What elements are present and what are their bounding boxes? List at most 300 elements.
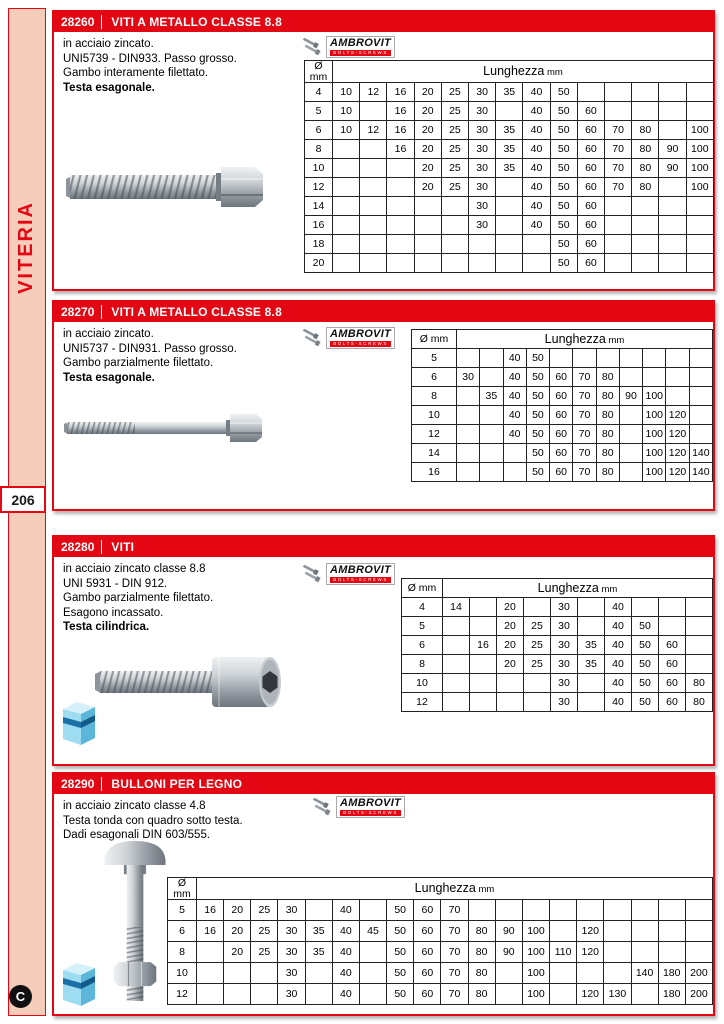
length-cell: 50 [550,235,577,254]
length-cell: 25 [441,178,468,197]
length-cell: 120 [666,406,689,425]
length-cell: 60 [577,216,604,235]
length-cell [631,921,658,942]
brand-box [326,563,395,585]
length-cell [632,83,659,102]
length-cell: 80 [632,159,659,178]
length-cell: 16 [387,140,414,159]
length-cell [685,900,712,921]
length-cell [659,83,686,102]
length-cell: 70 [605,159,632,178]
length-cell [469,254,496,273]
diameter-cell: 12 [305,178,333,197]
length-cell: 12 [360,83,387,102]
length-cell: 20 [497,598,524,617]
length-cell [495,900,522,921]
length-cell [443,693,470,712]
length-cell: 120 [666,444,689,463]
length-cell [470,617,497,636]
length-cell: 60 [550,368,573,387]
length-cell: 90 [659,159,686,178]
length-cell [197,942,224,963]
size-table-grid [304,60,714,273]
size-row [305,254,714,273]
length-cell [686,655,713,674]
brand-tagline: BOLTS-SCREWS [330,341,391,347]
length-cell [457,406,480,425]
length-cell [573,349,596,368]
size-row [402,693,713,712]
length-cell: 80 [468,963,495,984]
length-cell [686,636,713,655]
length-cell: 90 [495,921,522,942]
size-table-grid [167,877,713,1005]
size-row [402,617,713,636]
length-cell: 40 [503,406,526,425]
length-cell: 140 [689,444,712,463]
length-cell: 40 [332,942,359,963]
length-cell [495,963,522,984]
length-cell: 60 [550,406,573,425]
length-cell: 40 [605,636,632,655]
length-cell: 35 [496,121,523,140]
length-cell [480,349,503,368]
length-cell: 30 [278,900,305,921]
length-cell: 60 [550,463,573,482]
size-row [305,216,714,235]
length-cell [632,102,659,121]
length-cell: 60 [414,921,441,942]
product-section-28280 [52,535,715,766]
length-cell [387,197,414,216]
section-header [54,774,713,794]
brand-tagline: BOLTS-SCREWS [330,577,391,583]
length-cell [496,197,523,216]
length-cell [441,197,468,216]
length-cell: 50 [632,674,659,693]
length-cell: 25 [524,636,551,655]
length-cell: 35 [480,387,503,406]
section-header [54,12,713,32]
length-cell [689,368,712,387]
length-cell: 90 [619,387,642,406]
length-header: Lunghezza mm [457,330,713,349]
length-cell [632,254,659,273]
length-cell [686,216,713,235]
length-cell [333,140,360,159]
ambrovit-logo [300,327,395,349]
length-cell: 80 [632,140,659,159]
length-cell: 40 [523,216,550,235]
ambrovit-logo [300,36,395,58]
length-cell [523,254,550,273]
photo-socket-head-screw [92,645,292,725]
length-cell [619,425,642,444]
length-cell [578,617,605,636]
length-cell: 25 [441,121,468,140]
size-row [168,963,713,984]
length-cell: 70 [441,900,468,921]
length-cell: 90 [495,942,522,963]
length-cell: 70 [605,178,632,197]
length-cell: 70 [605,140,632,159]
length-cell [457,463,480,482]
length-cell [659,235,686,254]
length-cell [632,598,659,617]
length-cell [333,235,360,254]
diameter-cell: 16 [412,463,457,482]
length-cell: 20 [414,140,441,159]
length-cell: 35 [305,942,332,963]
length-cell [469,235,496,254]
length-cell: 70 [573,425,596,444]
description-line: Dadi esagonali DIN 603/555. [63,829,211,841]
length-cell: 40 [332,900,359,921]
length-cell [305,963,332,984]
brand-box [336,796,405,818]
length-cell [619,406,642,425]
length-cell [305,900,332,921]
length-cell [550,963,577,984]
length-cell [686,598,713,617]
diameter-cell: 10 [412,406,457,425]
length-cell [496,102,523,121]
length-cell [686,197,713,216]
length-cell: 100 [686,178,713,197]
diameter-header: Ø mm [402,579,443,598]
product-title: VITI A METALLO CLASSE 8.8 [111,305,282,319]
length-cell: 70 [573,444,596,463]
diameter-header: Ø mm [168,878,197,900]
length-cell: 50 [550,197,577,216]
diameter-cell: 18 [305,235,333,254]
length-cell: 60 [414,963,441,984]
length-cell [658,900,685,921]
section-header [54,302,713,322]
length-cell [631,984,658,1005]
diameter-cell: 8 [168,942,197,963]
diameter-cell: 6 [168,921,197,942]
length-cell: 100 [522,984,549,1005]
length-cell [632,197,659,216]
size-row [305,178,714,197]
length-cell [480,463,503,482]
length-cell: 70 [573,463,596,482]
length-cell [604,963,631,984]
length-cell: 35 [496,159,523,178]
length-cell [443,636,470,655]
photo-hex-bolt-full-thread [64,148,269,231]
length-cell [468,900,495,921]
length-cell: 20 [414,159,441,178]
length-cell: 50 [387,900,414,921]
length-cell [333,197,360,216]
length-cell: 40 [503,349,526,368]
length-cell: 70 [441,963,468,984]
length-cell: 40 [523,197,550,216]
length-cell: 25 [441,83,468,102]
product-code: 28270 [61,305,95,319]
length-cell [333,216,360,235]
length-cell: 16 [387,83,414,102]
length-cell [503,463,526,482]
length-cell: 25 [251,942,278,963]
length-cell: 140 [631,963,658,984]
length-cell [685,921,712,942]
size-row [305,235,714,254]
size-row [412,368,713,387]
length-cell: 50 [526,463,549,482]
length-cell: 40 [523,140,550,159]
diameter-cell: 5 [402,617,443,636]
size-table-grid [411,329,713,482]
description-line-bold: Testa cilindrica. [63,621,150,633]
length-cell [251,984,278,1005]
length-cell: 70 [605,121,632,140]
product-section-28270 [52,300,715,511]
length-cell: 50 [550,102,577,121]
length-cell [360,235,387,254]
length-cell: 120 [577,984,604,1005]
length-cell [643,368,666,387]
length-cell: 20 [414,121,441,140]
brand-box [326,36,395,58]
size-row [412,425,713,444]
length-cell: 70 [573,406,596,425]
length-cell: 50 [526,368,549,387]
length-cell: 180 [658,984,685,1005]
length-cell: 16 [387,102,414,121]
length-cell: 40 [503,368,526,387]
length-cell: 20 [224,921,251,942]
length-cell: 30 [469,216,496,235]
length-cell: 30 [551,598,578,617]
length-cell [550,349,573,368]
length-cell: 30 [469,83,496,102]
size-row [402,636,713,655]
length-cell: 80 [468,984,495,1005]
length-cell: 40 [332,921,359,942]
length-cell: 30 [278,984,305,1005]
length-cell: 20 [414,178,441,197]
length-cell [659,197,686,216]
length-cell [414,216,441,235]
length-cell: 30 [278,963,305,984]
section-header [54,537,713,557]
size-table [304,60,714,273]
diameter-cell: 14 [305,197,333,216]
length-cell [360,159,387,178]
length-cell: 70 [573,387,596,406]
length-cell [577,83,604,102]
length-cell: 25 [441,140,468,159]
length-header: Lunghezza mm [443,579,713,598]
product-section-28260 [52,10,715,291]
length-cell: 60 [550,444,573,463]
length-cell: 100 [643,387,666,406]
diameter-cell: 8 [305,140,333,159]
product-package-icon [60,958,98,1013]
length-cell: 50 [550,140,577,159]
length-cell: 30 [469,121,496,140]
size-row [305,140,714,159]
size-row [412,387,713,406]
length-cell: 40 [605,674,632,693]
length-cell [480,368,503,387]
length-cell [550,921,577,942]
length-cell [523,235,550,254]
size-row [305,121,714,140]
length-cell: 50 [526,387,549,406]
diameter-cell: 10 [402,674,443,693]
diameter-cell: 16 [305,216,333,235]
length-cell: 30 [469,102,496,121]
length-cell: 16 [387,121,414,140]
length-cell: 100 [686,159,713,178]
bolt-icons [300,329,324,347]
length-cell [686,235,713,254]
length-cell [360,140,387,159]
length-cell: 60 [577,102,604,121]
page-number-badge: 206 [0,486,46,513]
length-cell: 80 [596,387,619,406]
brand-name: AMBROVIT [330,37,392,49]
length-cell [480,444,503,463]
length-cell [443,674,470,693]
table-header-row [168,878,713,900]
length-cell [658,921,685,942]
length-cell: 200 [685,963,712,984]
bolt-icons [300,565,324,583]
length-cell: 35 [305,921,332,942]
length-cell [414,197,441,216]
size-row [305,159,714,178]
length-cell [550,984,577,1005]
description-line: Esagono incassato. [63,606,164,619]
length-cell: 40 [523,159,550,178]
size-row [402,674,713,693]
length-cell: 30 [469,197,496,216]
length-cell: 50 [632,655,659,674]
length-cell: 100 [643,425,666,444]
length-cell: 50 [550,216,577,235]
length-cell [333,254,360,273]
size-row [305,83,714,102]
length-cell [360,102,387,121]
product-description [63,327,237,385]
length-cell: 25 [441,102,468,121]
length-cell: 40 [332,963,359,984]
length-cell: 60 [414,900,441,921]
length-cell [578,674,605,693]
length-cell: 30 [551,617,578,636]
length-cell [578,693,605,712]
length-cell [480,406,503,425]
length-cell: 25 [441,159,468,178]
bolt-icons [310,798,334,816]
length-cell [659,598,686,617]
product-package-icon [60,697,98,752]
length-cell: 50 [632,617,659,636]
length-cell [224,984,251,1005]
length-cell [457,387,480,406]
size-row [402,655,713,674]
length-cell [522,900,549,921]
product-code: 28260 [61,15,95,29]
length-cell [643,349,666,368]
length-cell: 20 [497,636,524,655]
length-cell: 12 [360,121,387,140]
length-cell: 70 [441,921,468,942]
length-cell: 40 [523,102,550,121]
length-cell: 50 [387,921,414,942]
length-cell: 80 [596,425,619,444]
length-cell: 80 [632,178,659,197]
diameter-cell: 6 [402,636,443,655]
brand-name: AMBROVIT [330,328,392,340]
length-cell: 16 [470,636,497,655]
length-cell [619,444,642,463]
product-title: VITI A METALLO CLASSE 8.8 [111,15,282,29]
length-cell: 20 [224,942,251,963]
length-cell: 60 [414,942,441,963]
size-row [168,921,713,942]
length-cell: 70 [573,368,596,387]
length-cell [524,598,551,617]
length-cell: 120 [666,425,689,444]
length-cell: 180 [658,963,685,984]
ambrovit-logo [310,796,405,818]
diameter-cell: 8 [412,387,457,406]
length-cell: 25 [524,617,551,636]
length-cell [197,984,224,1005]
length-cell [605,197,632,216]
size-table-grid [401,578,713,712]
length-cell [333,178,360,197]
brand-tagline: BOLTS-SCREWS [340,810,401,816]
length-cell: 40 [605,693,632,712]
diameter-cell: 14 [412,444,457,463]
length-cell [387,254,414,273]
length-cell [659,216,686,235]
length-cell [441,254,468,273]
diameter-header: Ø mm [305,61,333,83]
length-cell [441,235,468,254]
length-cell: 40 [523,83,550,102]
length-cell: 80 [468,942,495,963]
length-cell: 50 [550,254,577,273]
length-cell [360,254,387,273]
length-cell [457,444,480,463]
length-cell: 140 [689,463,712,482]
brand-name: AMBROVIT [330,564,392,576]
length-cell [224,963,251,984]
length-cell: 30 [551,636,578,655]
diameter-cell: 4 [402,598,443,617]
length-cell: 25 [524,655,551,674]
size-row [168,900,713,921]
length-cell [359,942,386,963]
length-cell: 40 [605,655,632,674]
length-cell: 25 [251,921,278,942]
length-cell [333,159,360,178]
length-cell [414,254,441,273]
publisher-logo-icon: C [9,985,32,1008]
length-cell: 80 [686,674,713,693]
length-cell: 80 [596,444,619,463]
length-cell [496,178,523,197]
length-cell: 50 [387,984,414,1005]
